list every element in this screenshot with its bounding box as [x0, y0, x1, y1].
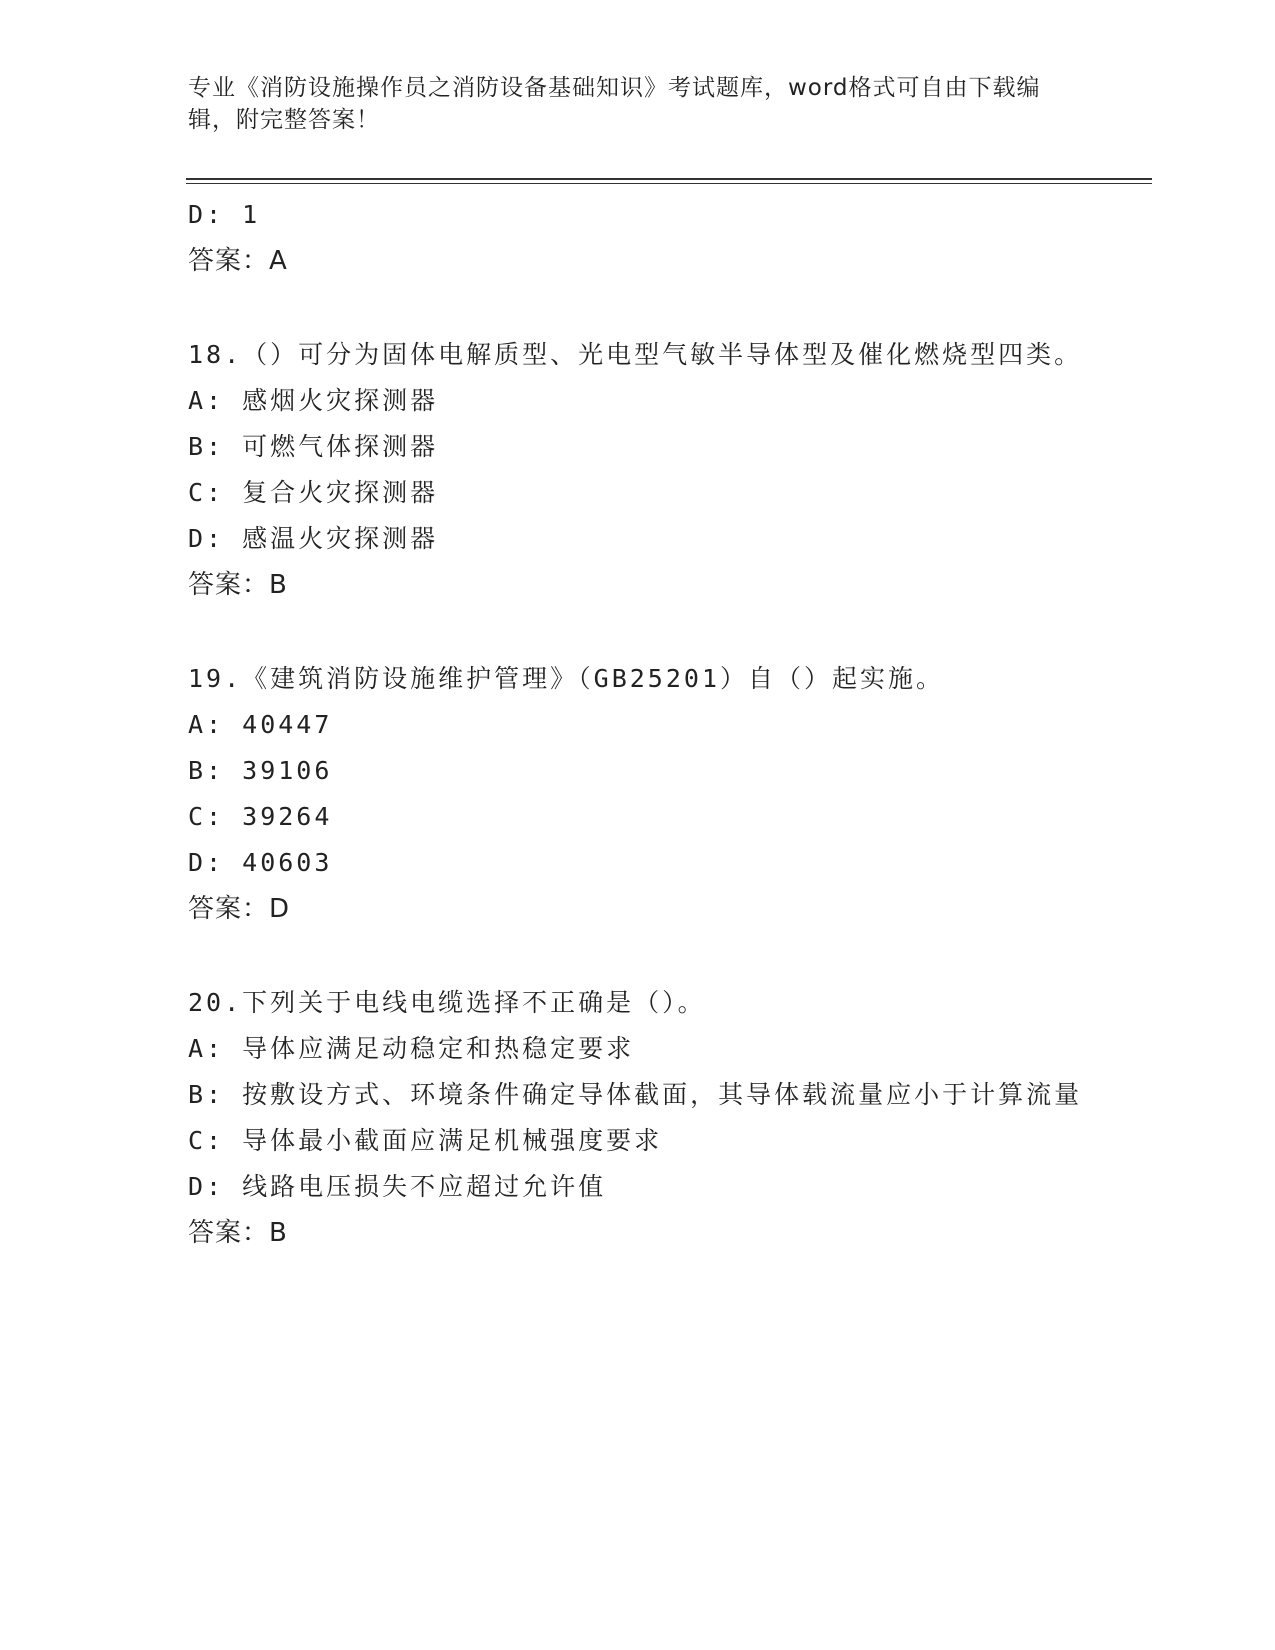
question-20-option-b: B: 按敷设方式、环境条件确定导体截面，其导体载流量应小于计算流量: [188, 1080, 1083, 1109]
question-20-option-c: C: 导体最小截面应满足机械强度要求: [188, 1126, 663, 1155]
header-rule-thick: [186, 178, 1152, 180]
question-19-option-c: C: 39264: [188, 802, 333, 831]
question-18-stem: 18.（）可分为固体电解质型、光电型气敏半导体型及催化燃烧型四类。: [188, 340, 1083, 369]
question-18-option-c: C: 复合火灾探测器: [188, 478, 439, 507]
question-19-answer: 答案：D: [188, 894, 291, 924]
question-20-option-d: D: 线路电压损失不应超过允许值: [188, 1172, 607, 1201]
question-20-option-a: A: 导体应满足动稳定和热稳定要求: [188, 1034, 635, 1063]
question-18-answer: 答案：B: [188, 570, 288, 600]
page-header: 专业《消防设施操作员之消防设备基础知识》考试题库，word格式可自由下载编辑，附完整答案！: [188, 75, 1041, 133]
spacer: [188, 932, 1088, 980]
prev-option-d: D: 1: [188, 200, 261, 229]
question-20-answer: 答案：B: [188, 1218, 288, 1248]
question-19-option-a: A: 40447: [188, 710, 333, 739]
question-18-option-a: A: 感烟火灾探测器: [188, 386, 439, 415]
question-content: [188, 192, 1088, 1256]
question-20-stem: 20.下列关于电线电缆选择不正确是（）。: [188, 988, 706, 1017]
prev-answer: 答案：A: [188, 246, 288, 276]
question-18-option-b: B: 可燃气体探测器: [188, 432, 439, 461]
question-18-option-d: D: 感温火灾探测器: [188, 524, 439, 553]
question-19-option-b: B: 39106: [188, 756, 333, 785]
question-19-option-d: D: 40603: [188, 848, 333, 877]
header-rule-thin: [186, 183, 1152, 184]
spacer: [188, 284, 1088, 332]
spacer: [188, 608, 1088, 656]
question-19-stem: 19.《建筑消防设施维护管理》（GB25201）自（）起实施。: [188, 664, 945, 693]
